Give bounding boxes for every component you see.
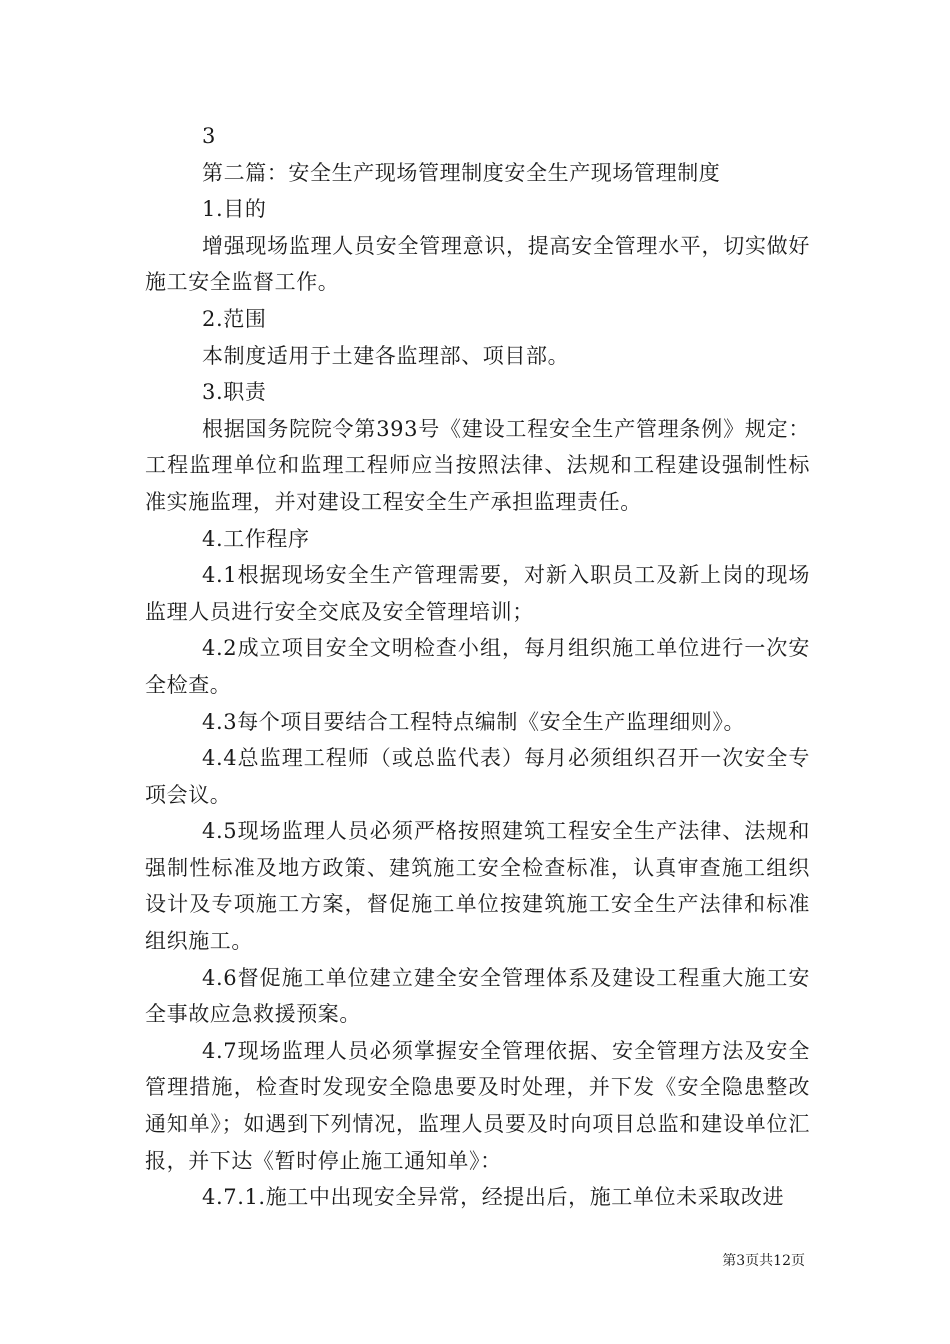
section-heading-duties: 3.职责 [202, 380, 267, 405]
paragraph-4-7: 4.7现场监理人员必须掌握安全管理依据、安全管理方法及安全管理措施，检查时发现安全隐患要及时处理，并下发《安全隐患整改通知单》；如遇到下列情况，监理人员要及时向项目总监和建设单位汇报，并下达《暂时停止施工通知单》： [145, 1038, 810, 1173]
paragraph-duties: 根据国务院院令第393号《建设工程安全生产管理条例》规定：工程监理单位和监理工程师应当按照法律、法规和工程建设强制性标准实施监理，并对建设工程安全生产承担监理责任。 [145, 416, 810, 514]
chapter-title: 第二篇：安全生产现场管理制度安全生产现场管理制度 [202, 160, 721, 185]
paragraph-4-3: 4.3每个项目要结合工程特点编制《安全生产监理细则》。 [202, 709, 746, 734]
section-heading-purpose: 1.目的 [202, 197, 267, 222]
paragraph-4-4: 4.4总监理工程师（或总监代表）每月必须组织召开一次安全专项会议。 [145, 746, 810, 807]
paragraph-4-7-1: 4.7.1.施工中出现安全异常，经提出后，施工单位未采取改进 [202, 1185, 785, 1210]
page-footer: 第3页共12页 [722, 1253, 805, 1269]
page-number-heading: 3 [202, 124, 216, 148]
section-heading-scope: 2.范围 [202, 306, 267, 331]
paragraph-4-6: 4.6督促施工单位建立建全安全管理体系及建设工程重大施工安全事故应急救援预案。 [145, 965, 810, 1027]
paragraph-scope: 本制度适用于土建各监理部、项目部。 [202, 343, 570, 368]
document-body [145, 118, 810, 1216]
paragraph-4-1: 4.1根据现场安全生产管理需要，对新入职员工及新上岗的现场监理人员进行安全交底及安全管理培训； [145, 563, 810, 624]
paragraph-4-5: 4.5现场监理人员必须严格按照建筑工程安全生产法律、法规和强制性标准及地方政策、建筑施工安全检查标准，认真审查施工组织设计及专项施工方案，督促施工单位按建筑施工安全生产法律和标准组织施工。 [145, 819, 810, 954]
section-heading-procedure: 4.工作程序 [202, 526, 310, 551]
paragraph-purpose: 增强现场监理人员安全管理意识，提高安全管理水平，切实做好施工安全监督工作。 [145, 233, 810, 295]
paragraph-4-2: 4.2成立项目安全文明检查小组，每月组织施工单位进行一次安全检查。 [145, 636, 810, 697]
